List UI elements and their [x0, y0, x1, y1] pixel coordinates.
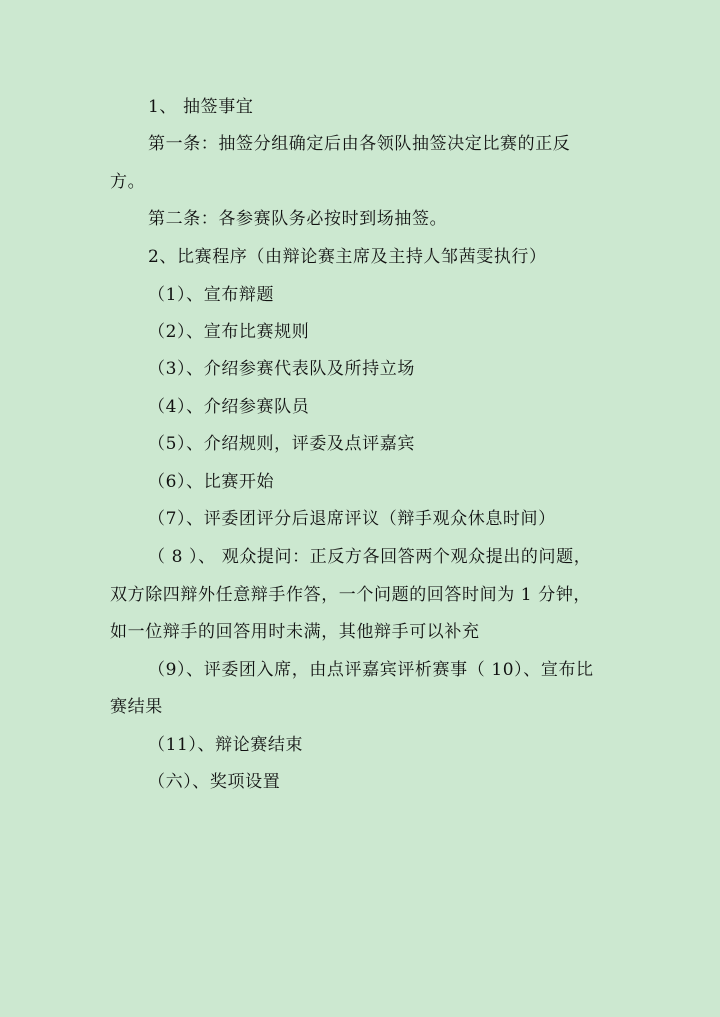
heading-procedure: 2、比赛程序（由辩论赛主席及主持人邹茜雯执行）	[148, 247, 547, 267]
procedure-item: （4）、介绍参赛队员	[148, 397, 310, 417]
heading-draw: 1、 抽签事宜	[148, 97, 254, 117]
procedure-item: （5）、介绍规则，评委及点评嘉宾	[148, 434, 415, 454]
procedure-item: （1）、宣布辩题	[148, 285, 275, 305]
procedure-item: （11）、辩论赛结束	[148, 735, 304, 755]
paragraph-line: 第二条：各参赛队务必按时到场抽签。	[148, 209, 448, 229]
procedure-item: （3）、介绍参赛代表队及所持立场	[148, 359, 415, 379]
paragraph-line: 第一条：抽签分组确定后由各领队抽签决定比赛的正反	[148, 134, 571, 154]
section-heading: （六）、奖项设置	[148, 772, 281, 792]
procedure-item: （7）、评委团评分后退席评议（辩手观众休息时间）	[148, 509, 556, 529]
paragraph-line: 双方除四辩外任意辩手作答，一个问题的回答时间为 1 分钟，	[110, 585, 592, 605]
procedure-item: （2）、宣布比赛规则	[148, 322, 310, 342]
paragraph-line: 赛结果	[110, 697, 163, 717]
paragraph-line: 方。	[110, 172, 146, 192]
paragraph-line: 如一位辩手的回答用时未满，其他辩手可以补充	[110, 622, 480, 642]
procedure-item: （ 8 ）、 观众提问：正反方各回答两个观众提出的问题，	[148, 547, 592, 567]
procedure-item: （6）、比赛开始	[148, 472, 275, 492]
procedure-item: （9）、评委团入席，由点评嘉宾评析赛事（ 10）、宣布比	[148, 660, 594, 680]
